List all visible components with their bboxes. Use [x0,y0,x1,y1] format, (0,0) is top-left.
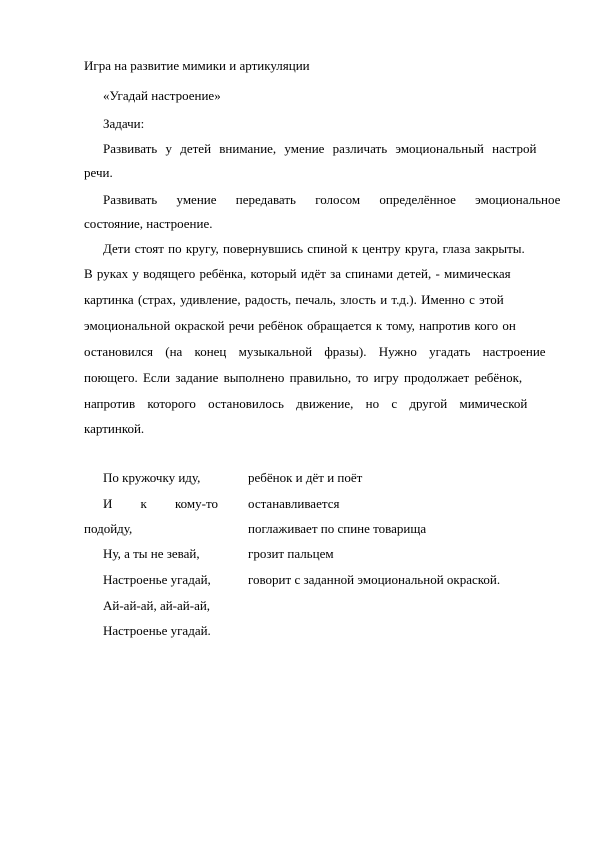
verse-left: подойду, [84,521,133,536]
description-line: напротив которого остановилось движение, но с другой мимической [84,396,528,411]
description-line: остановился (на конец музыкальной фразы). Нужно угадать настроение [84,344,546,359]
description-line: картинкой. [84,421,145,436]
verse-left: По кружочку иду, [103,470,201,485]
verse-word: к [140,496,147,511]
verse-left-justified [103,496,218,512]
description-line: поющего. Если задание выполнено правильно, то игру продолжает ребёнок, [84,370,523,385]
verse-action: говорит с заданной эмоциональной окраской. [248,572,501,587]
document-title: Игра на развитие мимики и артикуляции [84,58,310,73]
verse-action: останавливается [248,496,340,511]
description-line: картинка (страх, удивление, радость, печаль, злость и т.д.). Именно с этой [84,292,504,307]
verse-left: Настроенье угадай, [103,572,211,587]
task1-line1-text: Развивать у детей внимание, умение различать эмоциональный настрой [103,141,537,156]
task1-line2: речи. [84,165,113,180]
game-name: «Угадай настроение» [103,88,221,103]
description-line: Дети стоят по кругу, повернувшись спиной к центру круга, глаза закрыты. [103,241,525,256]
description-line: эмоциональной окраской речи ребёнок обращается к тому, напротив кого он [84,318,516,333]
task2-line2: состояние, настроение. [84,216,213,231]
verse-word: кому-то [175,496,218,511]
verse-action: поглаживает по спине товарища [248,521,427,536]
tasks-heading: Задачи: [103,116,145,131]
verse-action: ребёнок и дёт и поёт [248,470,363,485]
description-line: В руках у водящего ребёнка, который идёт за спинами детей, - мимическая [84,266,511,281]
verse-left: Ай-ай-ай, ай-ай-ай, [103,598,211,613]
task1-line1 [103,141,548,157]
task2-line1: Развивать умение передавать голосом определённое эмоциональное [103,192,561,207]
verse-word: И [103,496,113,511]
verse-left: Настроенье угадай. [103,623,211,638]
verse-action: грозит пальцем [248,546,334,561]
verse-left: Ну, а ты не зевай, [103,546,200,561]
